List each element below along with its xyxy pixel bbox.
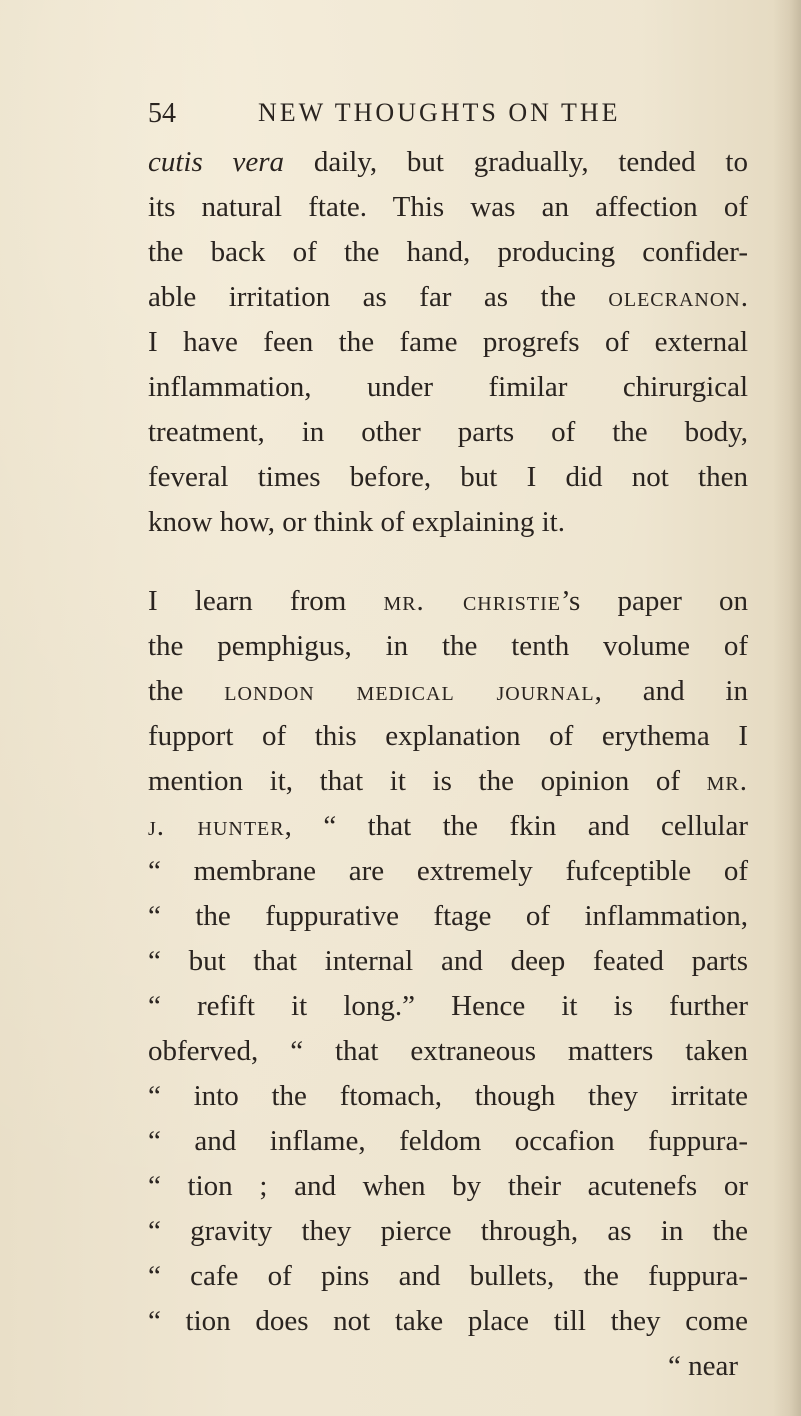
text-line: cutis vera daily, but gradually, tended to xyxy=(148,146,748,178)
paragraph-gap xyxy=(148,545,748,579)
catchword: “ near xyxy=(667,1350,738,1382)
page-header xyxy=(0,98,801,138)
page-number: 54 xyxy=(148,98,176,129)
text-line: I learn from mr. christie’s paper on xyxy=(148,585,749,617)
text-line: the pemphigus, in the tenth volume of xyxy=(148,630,748,662)
text-line: “ into the ftomach, though they irritate xyxy=(148,1080,748,1112)
text-line: inflammation, under fimilar chirurgical xyxy=(148,371,748,403)
text-line: “ gravity they pierce through, as in the xyxy=(148,1215,748,1247)
text-line: the london medical journal, and in xyxy=(148,675,748,707)
text-line: “ refift it long.” Hence it is further xyxy=(148,990,748,1022)
text-line: feveral times before, but I did not then xyxy=(148,461,748,493)
text-line: the back of the hand, producing confider- xyxy=(148,236,748,268)
text-line: “ membrane are extremely fufceptible of xyxy=(148,855,748,887)
text-line: “ tion does not take place till they come xyxy=(148,1305,748,1337)
text-line: know how, or think of explaining it. xyxy=(148,506,565,538)
text-line: its natural ftate. This was an affection of xyxy=(148,191,748,223)
running-head: NEW THOUGHTS ON THE xyxy=(258,98,621,127)
text-line: I have feen the fame progrefs of external xyxy=(148,326,748,358)
text-line: obferved, “ that extraneous matters taken xyxy=(148,1035,748,1067)
page-edge-shadow xyxy=(773,0,801,1416)
text-line: “ and inflame, feldom occafion fuppura- xyxy=(148,1125,748,1157)
text-line: “ cafe of pins and bullets, the fuppura- xyxy=(148,1260,748,1292)
text-line: fupport of this explanation of erythema I xyxy=(148,720,748,752)
text-line: “ the fuppurative ftage of inflammation, xyxy=(148,900,748,932)
text-line: able irritation as far as the olecranon. xyxy=(148,281,748,313)
text-line: “ but that internal and deep feated parts xyxy=(148,945,748,977)
text-line: treatment, in other parts of the body, xyxy=(148,416,748,448)
text-line: mention it, that it is the opinion of mr. xyxy=(148,765,748,797)
body-text xyxy=(148,140,748,1389)
text-line: j. hunter, “ that the fkin and cellular xyxy=(148,810,748,842)
text-line: “ tion ; and when by their acutenefs or xyxy=(148,1170,748,1202)
